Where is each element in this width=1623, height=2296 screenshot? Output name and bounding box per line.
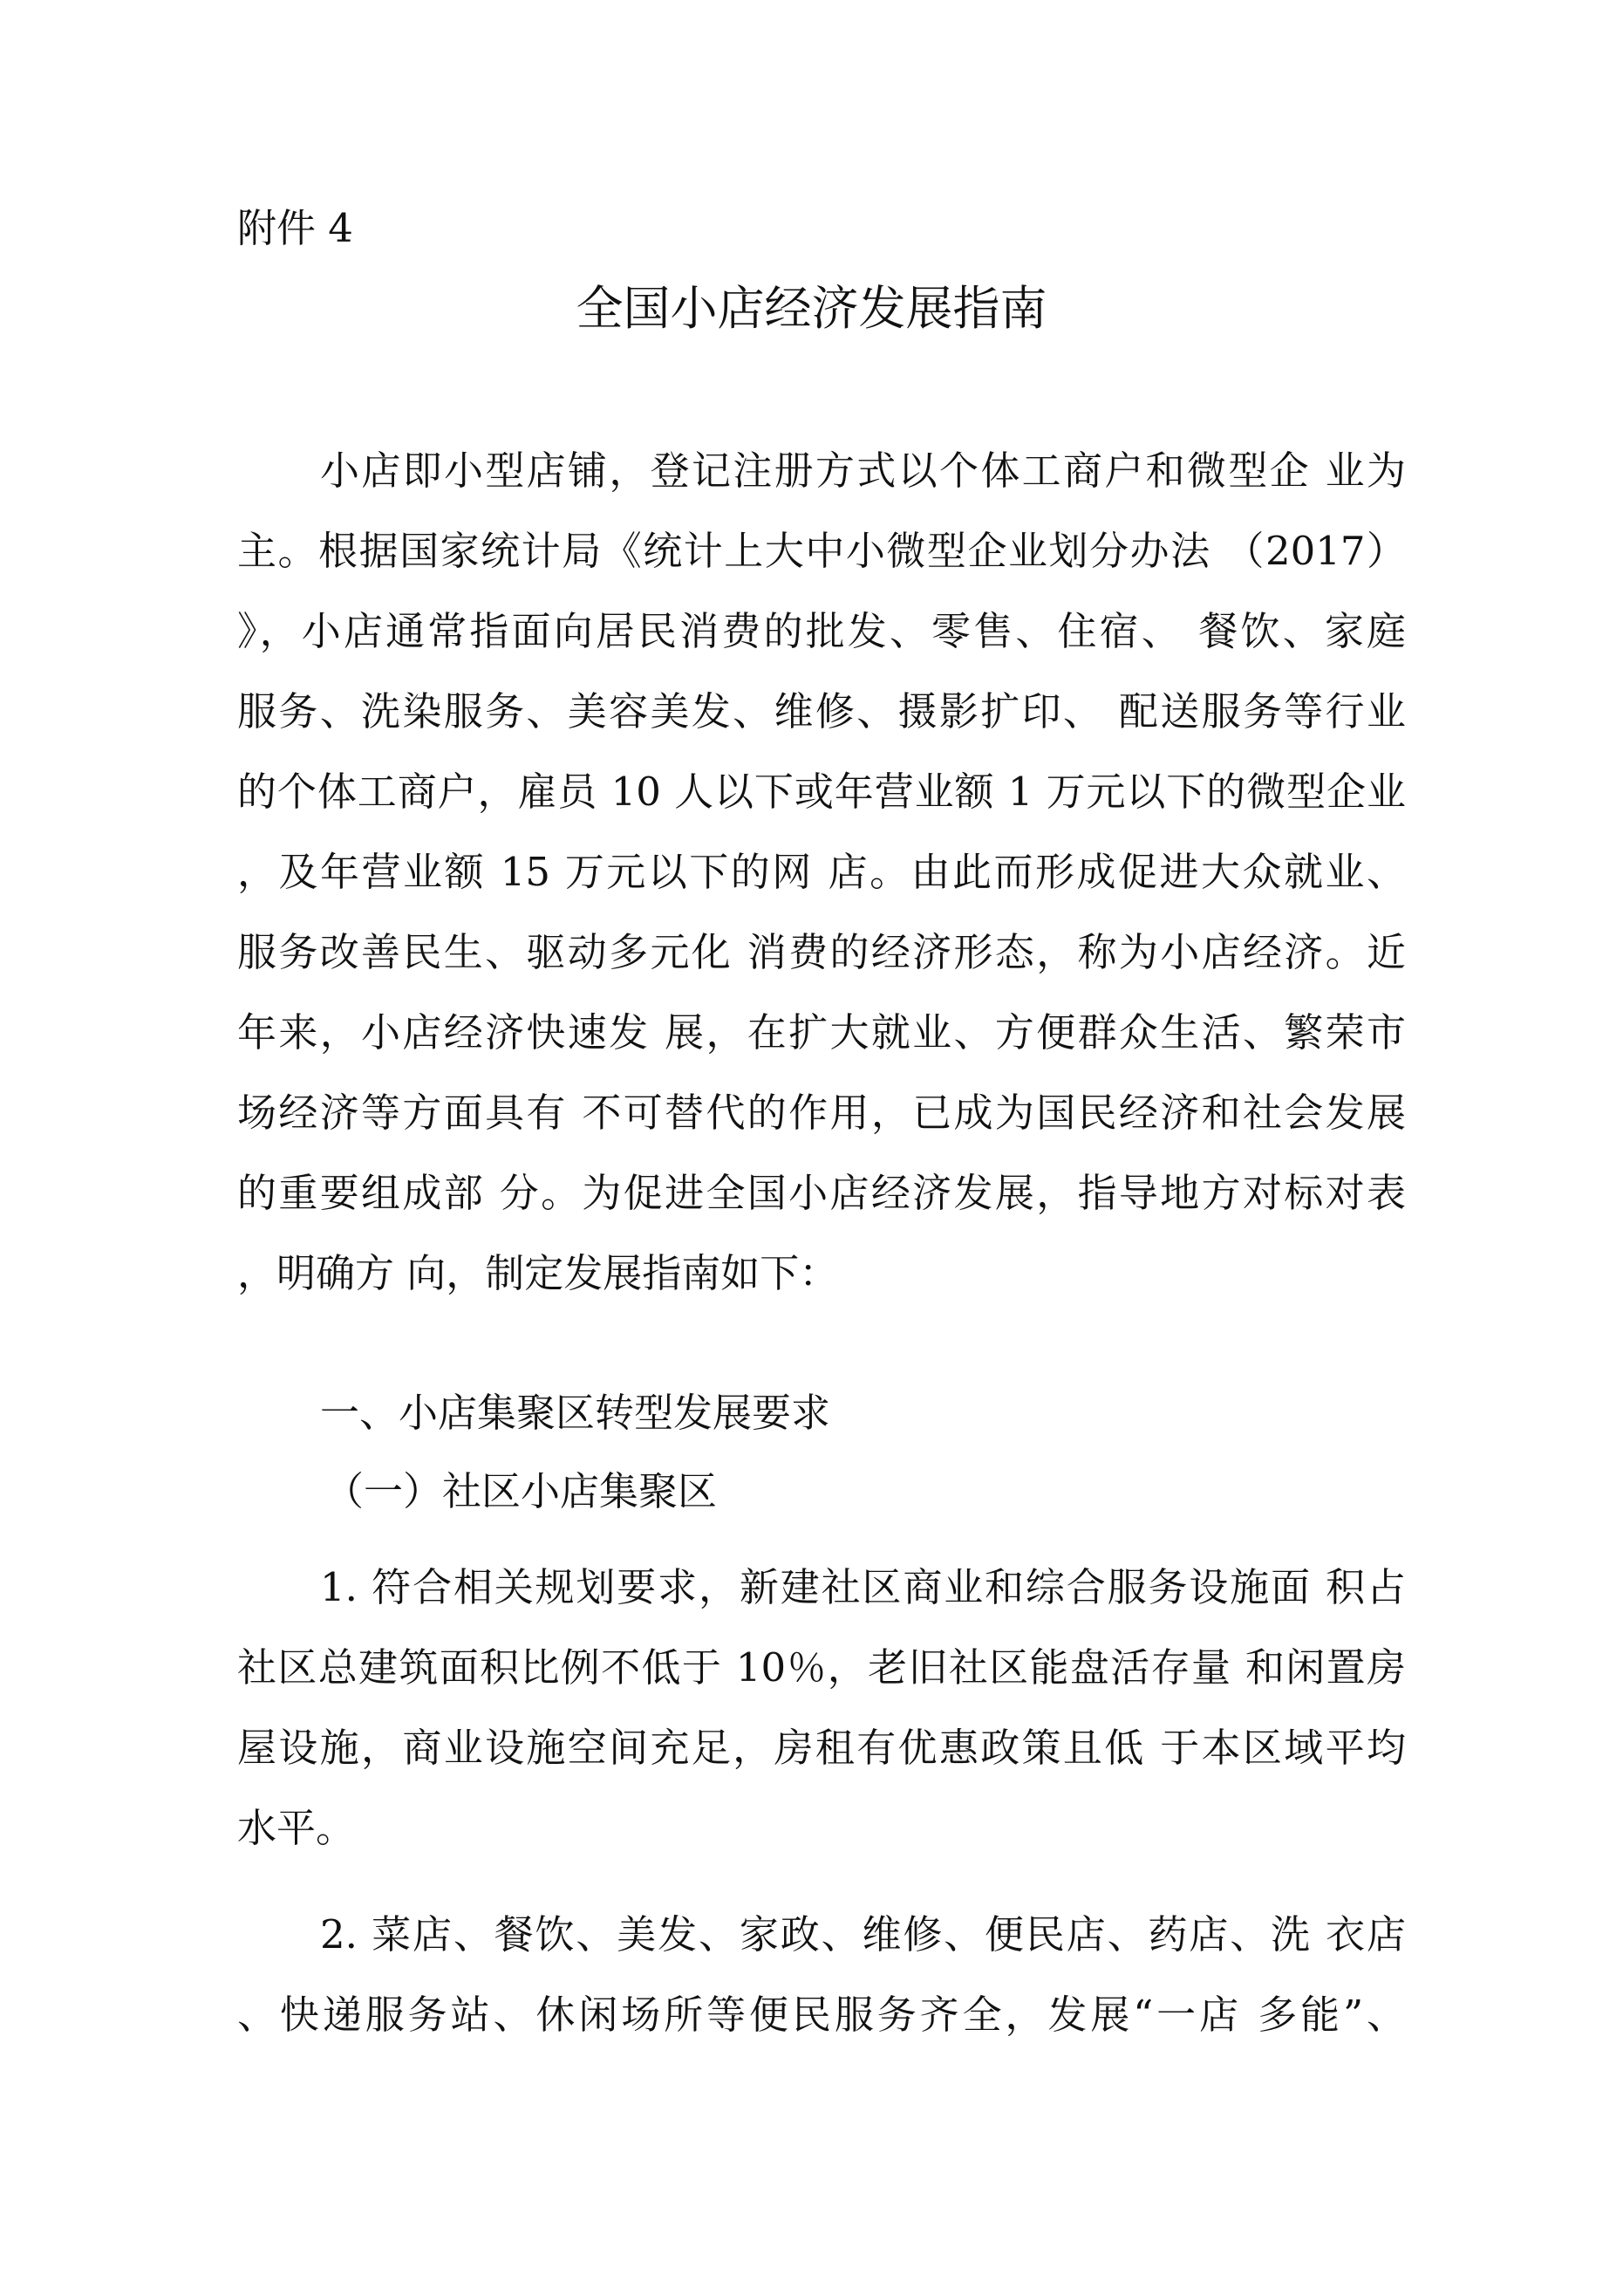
paragraph-line: 年来，小店经济快速发 展，在扩大就业、方便群众生活、繁荣市 — [237, 1009, 1406, 1056]
paragraph-line: 水平。 — [237, 1805, 356, 1851]
paragraph-line: 2. 菜店、餐饮、美发、家政、维修、便民店、药店、洗 衣店 — [320, 1911, 1406, 1958]
paragraph-line: 服务改善民生、驱动多元化 消费的经济形态，称为小店经济。近 — [237, 929, 1406, 975]
paragraph-line: 小店即小型店铺，登记注册方式以个体工商户和微型企 业为 — [320, 448, 1406, 494]
paragraph-line: 服务、洗染服务、美容美发、维修、摄影扩印、 配送服务等行业 — [237, 688, 1406, 735]
paragraph-line: 》，小店通常指面向居民消费的批发、零售、住宿、 餐饮、家庭 — [237, 608, 1406, 654]
paragraph-line: 的个体工商户，雇员 10 人以下或年营业额 1 万元以下的微型企业 — [237, 769, 1406, 815]
paragraph-line: 、快递服务站、休闲场所等便民服务齐全，发展“一店 多能”、 — [237, 1992, 1406, 2038]
paragraph-line: ，及年营业额 15 万元以下的网 店。由此而形成促进大众就业、 — [237, 849, 1406, 895]
subsection-heading: （一）社区小店集聚区 — [324, 1468, 718, 1514]
paragraph-line: 场经济等方面具有 不可替代的作用，已成为国民经济和社会发展 — [237, 1090, 1406, 1136]
page-title: 全国小店经济发展指南 — [576, 281, 1047, 336]
paragraph-line: ，明确方 向，制定发展指南如下： — [237, 1250, 839, 1296]
paragraph-line: 1. 符合相关规划要求，新建社区商业和综合服务设施面 积占 — [320, 1564, 1406, 1610]
paragraph-line: 社区总建筑面积比例不低于 10％，老旧社区能盘活存量 和闲置房 — [237, 1644, 1406, 1691]
paragraph-line: 主。根据国家统计局《统计上大中小微型企业划分办法 （2017） — [237, 528, 1406, 574]
paragraph-line: 屋设施，商业设施空间充足，房租有优惠政策且低 于本区域平均 — [237, 1725, 1406, 1771]
paragraph-line: 的重要组成部 分。为促进全国小店经济发展，指导地方对标对表 — [237, 1170, 1406, 1216]
section-heading: 一、小店集聚区转型发展要求 — [320, 1390, 831, 1436]
attachment-label: 附件 4 — [237, 205, 353, 251]
